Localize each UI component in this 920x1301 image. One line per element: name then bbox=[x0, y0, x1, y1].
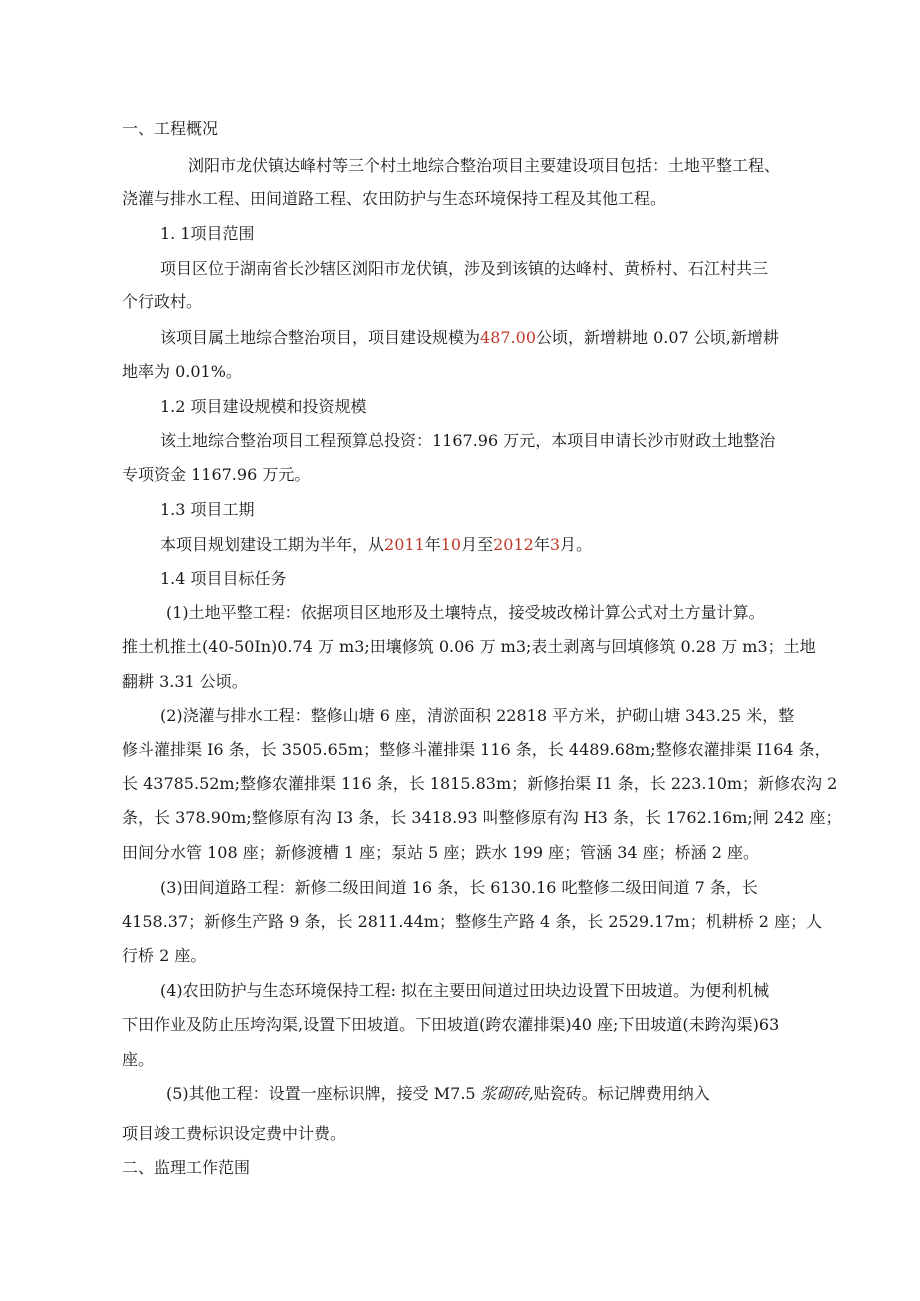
task-5-text-a: (5)其他工程：设置一座标识牌，接受 M7.5 bbox=[166, 1084, 481, 1103]
task-2-line-4: 条，长 378.90m;整修原有沟 I3 条，长 3418.93 叫整修原有沟 H3 条，长 1762.16m;闸 242 座； bbox=[122, 808, 842, 827]
subsection-1-3-heading: 1.3 项目工期 bbox=[160, 500, 255, 519]
task-2-line-2: 修斗灌排渠 I6 条，长 3505.65m；整修斗灌排渠 116 条，长 4489.68m;整修农灌排渠 I164 条， bbox=[122, 740, 831, 759]
section-1-intro-line-2: 浇灌与排水工程、田间道路工程、农田防护与生态环境保持工程及其他工程。 bbox=[122, 189, 667, 208]
start-year: 2011 bbox=[384, 535, 425, 554]
section-1-intro-line-1: 浏阳市龙伏镇达峰村等三个村土地综合整治项目主要建设项目包括：土地平整工程、 bbox=[188, 156, 781, 175]
task-5-line-1 bbox=[166, 1084, 710, 1104]
schedule-text-c: 月至 bbox=[461, 535, 494, 554]
end-year: 2012 bbox=[493, 535, 534, 554]
schedule-text-b: 年 bbox=[424, 535, 441, 554]
section-1-heading: 一、工程概况 bbox=[122, 119, 219, 138]
investment-line-2: 专项资金 1167.96 万元。 bbox=[122, 465, 311, 484]
task-1-line-2: 推土机推土(40-50In)0.74 万 m3;田壤修筑 0.06 万 m3;表土剥离与回填修筑 0.28 万 m3；土地 bbox=[122, 637, 816, 656]
task-3-line-3: 行桥 2 座。 bbox=[122, 946, 207, 965]
scope-paragraph-line-2: 个行政村。 bbox=[122, 292, 203, 311]
scale-paragraph-line-2: 地率为 0.01%。 bbox=[122, 362, 242, 381]
scope-paragraph-line-1: 项目区位于湖南省长沙辖区浏阳市龙伏镇，涉及到该镇的达峰村、黄桥村、石江村共三 bbox=[160, 259, 769, 278]
start-month: 10 bbox=[440, 535, 462, 554]
task-2-line-1: (2)浇灌与排水工程：整修山塘 6 座，清淤面积 22818 平方米，护砌山塘 343.25 米，整 bbox=[160, 706, 795, 725]
task-5-italic-text: 浆砌砖, bbox=[480, 1084, 534, 1103]
subsection-1-2-heading: 1.2 项目建设规模和投资规模 bbox=[160, 397, 367, 416]
task-2-line-3: 长 43785.52m;整修农灌排渠 116 条，长 1815.83m；新修抬渠 I1 条，长 223.10m；新修农沟 2 bbox=[122, 774, 838, 793]
task-1-line-3: 翻耕 3.31 公顷。 bbox=[122, 672, 248, 691]
section-2-heading: 二、监理工作范围 bbox=[122, 1158, 251, 1177]
task-1-line-1: (1)土地平整工程：依据项目区地形及土壤特点，接受坡改梯计算公式对土方量计算。 bbox=[166, 603, 765, 622]
task-3-line-2: 4158.37；新修生产路 9 条，长 2811.44m；整修生产路 4 条，长 2529.17m；机耕桥 2 座；人 bbox=[122, 912, 823, 931]
schedule-line bbox=[160, 535, 592, 555]
task-4-line-1: (4)农田防护与生态环境保持工程: 拟在主要田间道过田块边设置下田坡道。为便利机械 bbox=[160, 981, 770, 1000]
task-5-line-2: 项目竣工费标识设定费中计费。 bbox=[122, 1124, 347, 1143]
scale-value: 487.00 bbox=[480, 328, 536, 347]
schedule-text-a: 本项目规划建设工期为半年，从 bbox=[160, 535, 385, 554]
subsection-1-1-heading: 1. 1项目范围 bbox=[160, 224, 255, 243]
schedule-text-e: 月。 bbox=[560, 535, 593, 554]
scale-text-a: 该项目属土地综合整治项目，项目建设规模为 bbox=[160, 328, 481, 347]
task-2-line-5: 田间分水管 108 座；新修渡槽 1 座；泵站 5 座；跌水 199 座；管涵 34 座；桥涵 2 座。 bbox=[122, 843, 760, 862]
task-5-text-b: 贴瓷砖。标记牌费用纳入 bbox=[533, 1084, 710, 1103]
investment-line-1: 该土地综合整治项目工程预算总投资：1167.96 万元，本项目申请长沙市财政土地整治 bbox=[160, 431, 776, 450]
task-4-line-2: 下田作业及防止压垮沟渠,设置下田坡道。下田坡道(跨农灌排渠)40 座;下田坡道(未跨沟渠)63 bbox=[122, 1015, 780, 1034]
scale-text-b: 公顷，新增耕地 0.07 公顷,新增耕 bbox=[536, 328, 779, 347]
end-month: 3 bbox=[549, 535, 561, 554]
schedule-text-d: 年 bbox=[533, 535, 550, 554]
subsection-1-4-heading: 1.4 项目目标任务 bbox=[160, 569, 287, 588]
task-4-line-3: 座。 bbox=[122, 1050, 155, 1069]
scale-paragraph-line-1 bbox=[160, 328, 779, 348]
task-3-line-1: (3)田间道路工程：新修二级田间道 16 条，长 6130.16 叱整修二级田间道 7 条，长 bbox=[160, 878, 758, 897]
